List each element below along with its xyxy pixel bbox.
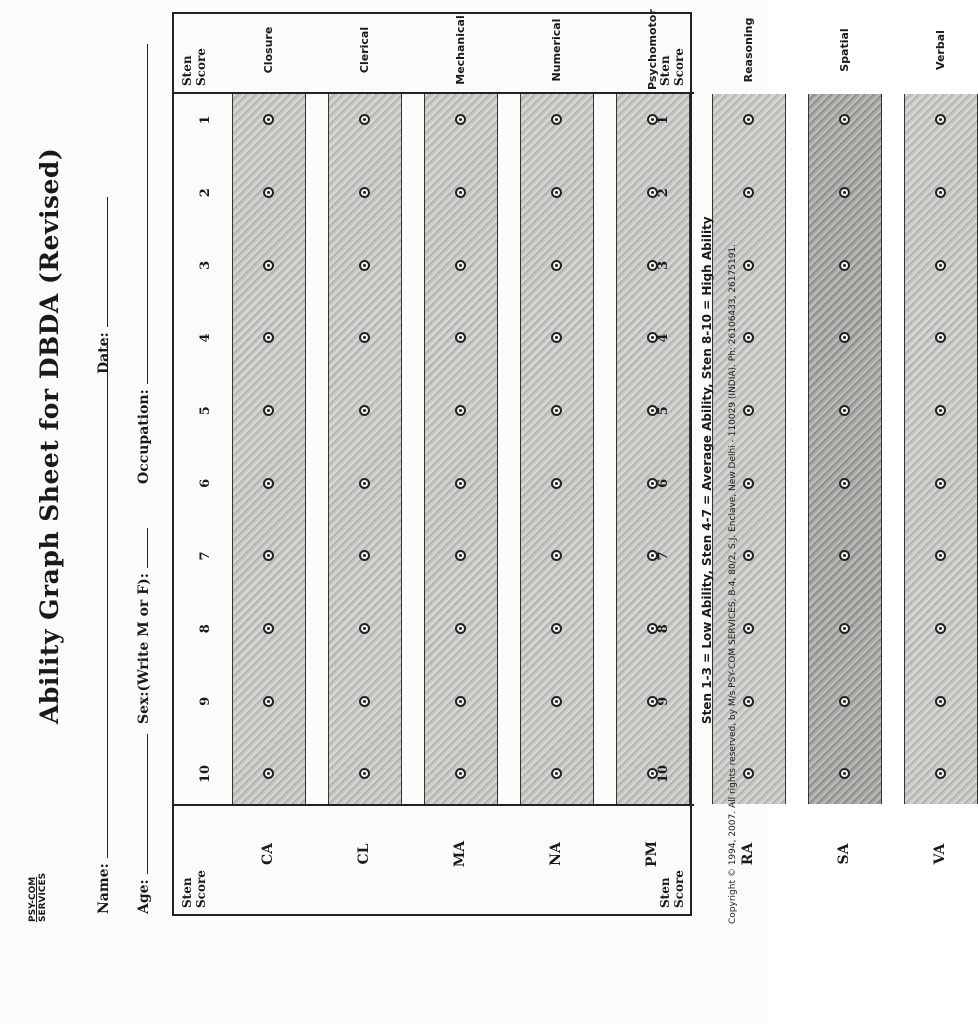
score-dot-cl-8[interactable] bbox=[359, 623, 370, 634]
score-dot-ra-2[interactable] bbox=[743, 187, 754, 198]
ability-abbr-ra: RA bbox=[740, 842, 756, 866]
sex-field[interactable] bbox=[135, 528, 152, 724]
score-dot-cl-6[interactable] bbox=[359, 478, 370, 489]
occupation-line bbox=[135, 44, 148, 384]
copyright-notice: Copyright © 1994, 2007. All rights reserved, by M/s PSY-COM SERVICES, B-4, 80/2, S.J. Enclave, New Delhi - 110029 (INDIA). Ph: 26106433, 26175191. bbox=[728, 243, 738, 924]
sten-value-bottom-4: 4 bbox=[656, 333, 671, 343]
score-dot-cl-3[interactable] bbox=[359, 260, 370, 271]
score-dot-cl-4[interactable] bbox=[359, 333, 370, 344]
ability-abbr-na: NA bbox=[548, 842, 564, 866]
logo-line-2: SERVICES bbox=[38, 872, 48, 922]
score-dot-ca-10[interactable] bbox=[263, 769, 274, 780]
ability-abbr-ca: CA bbox=[260, 843, 276, 866]
score-dot-ra-4[interactable] bbox=[743, 333, 754, 344]
sten-score-footer-right bbox=[658, 48, 686, 86]
sten-value-bottom-8: 8 bbox=[656, 624, 671, 634]
score-dot-sa-6[interactable] bbox=[839, 478, 850, 489]
ability-name-na: Numerical bbox=[550, 18, 563, 82]
score-dot-ca-5[interactable] bbox=[263, 405, 274, 416]
score-dot-sa-10[interactable] bbox=[839, 769, 850, 780]
score-dot-ra-8[interactable] bbox=[743, 623, 754, 634]
score-dot-sa-7[interactable] bbox=[839, 551, 850, 562]
score-dot-na-7[interactable] bbox=[551, 551, 562, 562]
sten-value-bottom-1: 1 bbox=[656, 115, 671, 125]
ability-abbr-ma: MA bbox=[452, 840, 468, 868]
score-dot-va-4[interactable] bbox=[935, 333, 946, 344]
score-dot-na-6[interactable] bbox=[551, 478, 562, 489]
sten-legend: Sten 1-3 = Low Ability, Sten 4-7 = Average Ability, Sten 8-10 = High Ability bbox=[700, 216, 714, 724]
score-dot-ma-9[interactable] bbox=[455, 696, 466, 707]
score-dot-va-2[interactable] bbox=[935, 187, 946, 198]
score-dot-ra-3[interactable] bbox=[743, 260, 754, 271]
date-line bbox=[95, 197, 108, 327]
score-dot-na-4[interactable] bbox=[551, 333, 562, 344]
score-dot-cl-10[interactable] bbox=[359, 769, 370, 780]
sten-header-line-1: Sten bbox=[180, 877, 194, 908]
score-dot-va-8[interactable] bbox=[935, 623, 946, 634]
ability-abbr-pm: PM bbox=[644, 840, 660, 868]
sten-value-top-5: 5 bbox=[198, 406, 213, 416]
score-dot-na-10[interactable] bbox=[551, 769, 562, 780]
ability-abbr-cl: CL bbox=[356, 843, 372, 865]
score-dot-va-10[interactable] bbox=[935, 769, 946, 780]
ability-name-sa: Spatial bbox=[838, 28, 851, 72]
score-dot-ca-3[interactable] bbox=[263, 260, 274, 271]
score-dot-sa-5[interactable] bbox=[839, 405, 850, 416]
sten-value-top-10: 10 bbox=[198, 764, 213, 784]
sten-value-top-3: 3 bbox=[198, 260, 213, 270]
score-dot-sa-2[interactable] bbox=[839, 187, 850, 198]
ability-name-pm: Psychomotor bbox=[646, 9, 659, 90]
sheet-title: Ability Graph Sheet for DBDA (Revised) bbox=[35, 147, 64, 724]
score-dot-ca-7[interactable] bbox=[263, 551, 274, 562]
score-dot-ra-6[interactable] bbox=[743, 478, 754, 489]
sten-value-bottom-7: 7 bbox=[656, 551, 671, 561]
score-dot-va-7[interactable] bbox=[935, 551, 946, 562]
logo-line-1: PSY-COM bbox=[28, 876, 38, 922]
ability-name-cl: Clerical bbox=[358, 26, 371, 74]
ability-name-ca: Closure bbox=[262, 26, 275, 74]
sten-column-right bbox=[174, 14, 694, 94]
score-dot-ca-2[interactable] bbox=[263, 187, 274, 198]
score-dot-cl-1[interactable] bbox=[359, 115, 370, 126]
score-dot-ca-8[interactable] bbox=[263, 623, 274, 634]
score-dot-ma-3[interactable] bbox=[455, 260, 466, 271]
score-dot-ca-9[interactable] bbox=[263, 696, 274, 707]
score-dot-ma-1[interactable] bbox=[455, 115, 466, 126]
sten-value-top-9: 9 bbox=[198, 696, 213, 706]
age-label: Age: bbox=[136, 879, 152, 914]
ability-name-ra: Reasoning bbox=[742, 17, 755, 83]
score-dot-ma-4[interactable] bbox=[455, 333, 466, 344]
sten-value-bottom-9: 9 bbox=[656, 696, 671, 706]
sten-score-header-left bbox=[180, 870, 208, 908]
score-dot-sa-1[interactable] bbox=[839, 115, 850, 126]
sten-footer-line-1: Sten bbox=[658, 55, 672, 86]
sten-value-top-8: 8 bbox=[198, 624, 213, 634]
score-dot-na-5[interactable] bbox=[551, 405, 562, 416]
score-dot-sa-9[interactable] bbox=[839, 696, 850, 707]
score-dot-ra-10[interactable] bbox=[743, 769, 754, 780]
score-dot-ma-7[interactable] bbox=[455, 551, 466, 562]
score-dot-sa-3[interactable] bbox=[839, 260, 850, 271]
score-dot-sa-4[interactable] bbox=[839, 333, 850, 344]
sten-score-footer-left bbox=[658, 870, 686, 908]
score-dot-cl-9[interactable] bbox=[359, 696, 370, 707]
name-label: Name: bbox=[96, 863, 112, 914]
sten-value-bottom-3: 3 bbox=[656, 260, 671, 270]
age-line bbox=[135, 734, 148, 874]
score-dot-ma-6[interactable] bbox=[455, 478, 466, 489]
sex-label: Sex:(Write M or F): bbox=[136, 573, 152, 724]
date-field[interactable] bbox=[95, 197, 112, 374]
ability-abbr-va: VA bbox=[932, 843, 948, 865]
sten-value-bottom-2: 2 bbox=[656, 188, 671, 198]
ability-name-ma: Mechanical bbox=[454, 15, 467, 85]
score-dot-va-6[interactable] bbox=[935, 478, 946, 489]
sten-value-bottom-10: 10 bbox=[656, 764, 671, 784]
score-dot-va-5[interactable] bbox=[935, 405, 946, 416]
date-label: Date: bbox=[96, 332, 112, 374]
score-dot-na-9[interactable] bbox=[551, 696, 562, 707]
company-logo bbox=[28, 862, 48, 922]
sten-value-top-7: 7 bbox=[198, 551, 213, 561]
score-dot-ra-7[interactable] bbox=[743, 551, 754, 562]
ability-abbr-sa: SA bbox=[836, 843, 852, 865]
sten-value-bottom-6: 6 bbox=[656, 478, 671, 488]
sten-value-top-4: 4 bbox=[198, 333, 213, 343]
score-dot-ca-1[interactable] bbox=[263, 115, 274, 126]
sten-footer-line-1: Sten bbox=[658, 877, 672, 908]
age-field[interactable] bbox=[135, 734, 152, 914]
score-dot-na-2[interactable] bbox=[551, 187, 562, 198]
occupation-label: Occupation: bbox=[136, 389, 152, 484]
ability-name-va: Verbal bbox=[934, 30, 947, 70]
score-dot-cl-2[interactable] bbox=[359, 187, 370, 198]
score-dot-sa-8[interactable] bbox=[839, 623, 850, 634]
score-dot-ma-10[interactable] bbox=[455, 769, 466, 780]
sten-value-top-1: 1 bbox=[198, 115, 213, 125]
score-dot-ma-2[interactable] bbox=[455, 187, 466, 198]
score-dot-va-9[interactable] bbox=[935, 696, 946, 707]
sten-footer-line-2: Score bbox=[672, 870, 686, 908]
name-line bbox=[95, 338, 108, 858]
score-dot-va-3[interactable] bbox=[935, 260, 946, 271]
score-dot-ra-9[interactable] bbox=[743, 696, 754, 707]
sten-value-bottom-5: 5 bbox=[656, 406, 671, 416]
score-dot-ca-6[interactable] bbox=[263, 478, 274, 489]
sten-score-header-right bbox=[180, 48, 208, 86]
sten-header-line-1: Sten bbox=[180, 55, 194, 86]
score-dot-ma-8[interactable] bbox=[455, 623, 466, 634]
score-dot-ra-1[interactable] bbox=[743, 115, 754, 126]
sten-value-top-2: 2 bbox=[198, 188, 213, 198]
score-dot-na-8[interactable] bbox=[551, 623, 562, 634]
sten-footer-line-2: Score bbox=[672, 48, 686, 86]
score-dot-ma-5[interactable] bbox=[455, 405, 466, 416]
score-dot-ca-4[interactable] bbox=[263, 333, 274, 344]
score-dot-na-1[interactable] bbox=[551, 115, 562, 126]
sten-column-left bbox=[174, 804, 694, 914]
score-dot-cl-5[interactable] bbox=[359, 405, 370, 416]
occupation-field[interactable] bbox=[135, 44, 152, 484]
score-dot-na-3[interactable] bbox=[551, 260, 562, 271]
score-dot-ra-5[interactable] bbox=[743, 405, 754, 416]
sten-value-top-6: 6 bbox=[198, 478, 213, 488]
sten-header-line-2: Score bbox=[194, 48, 208, 86]
score-dot-va-1[interactable] bbox=[935, 115, 946, 126]
sex-line bbox=[135, 528, 148, 568]
sten-header-line-2: Score bbox=[194, 870, 208, 908]
name-field[interactable] bbox=[95, 338, 112, 914]
score-dot-cl-7[interactable] bbox=[359, 551, 370, 562]
